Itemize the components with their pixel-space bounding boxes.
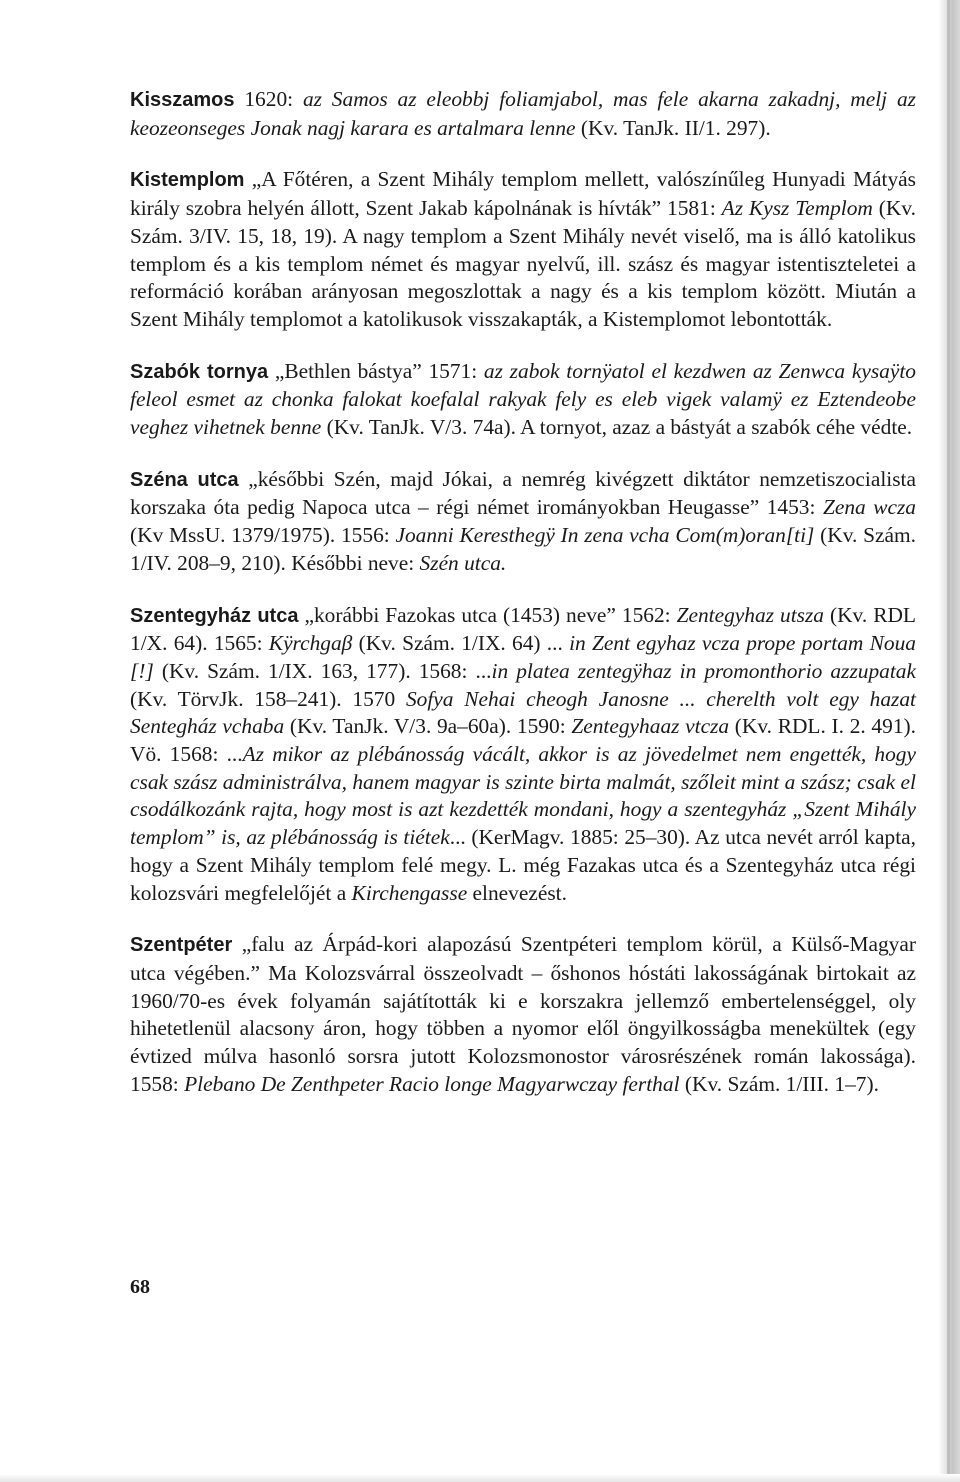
entry-quote: az zabok tornÿatol el kezdwen az Zenwca kysaÿto feleol esmet az chonka falokat koefalal rakyak fely es eleb vigek valamÿ ez Eztendeobe veghez vihetnek benne	[130, 358, 916, 440]
page-number: 68	[130, 1276, 150, 1298]
entry-quote: Az mikor az plébánosság vácált, akkor is az jövedelmet nem engették, hogy csak szász administrálva, hanem magyar is szinte birta malmát, szőleit mint a szász; csak el csodálkozánk rajta, hogy most is azt kezdették mondani, hogy a szentegyház „Szent Mihály templom” is, az plébánosság is tiétek	[130, 742, 916, 850]
entry-text: „A Főtéren, a Szent Mihály templom mellett, valószínűleg Hunyadi Mátyás király szobra helyén állott, Szent Jakab kápolnának is hívták” 1581:	[130, 167, 916, 221]
entry-text: „Bethlen bástya” 1571:	[268, 358, 484, 383]
entry-quote: Zentegyhaz utsza	[676, 602, 824, 627]
dictionary-text	[130, 86, 916, 1123]
entry-quote: Zena wcza	[822, 495, 916, 520]
entry-text: (Kv. TanJk. V/3. 9a–60a). 1590:	[284, 714, 572, 739]
entry-quote: Szén utca.	[419, 550, 507, 575]
entry-quote: az Samos az eleobbj foliamjabol, mas fele akarna zakadnj, melj az keozeonseges Jonak nagj karara es artalmara lenne	[130, 87, 916, 140]
entry-text: (Kv. Szám. 1/III. 1–7).	[679, 1071, 879, 1096]
entry-szabok-tornya	[130, 358, 916, 442]
entry-quote: Sofya Nehai cheogh Janosne ... cherelth volt egy hazat Sentegház vchaba	[130, 686, 916, 739]
entry-text: ... (KerMagv. 1885: 25–30). Az utca nevét arról kapta, hogy a Szent Mihály templom felé megy. L. még Fazakas utca és a Szentegyház utca régi kolozsvári megfelelőjét a	[130, 825, 917, 905]
entry-quote: Kirchengasse	[351, 880, 468, 905]
entry-text: (Kv MssU. 1379/1975). 1556:	[130, 523, 396, 548]
entry-text: „falu az Árpád-kori alapozású Szentpéteri templom körül, a Külső-Magyar utca végében.” Ma Kolozsvárral összeolvadt – őshonos hóstáti lakosságának birtokait az 1960/70-es évek folyamán sajátították ki e korszakra jellemző embertelenséggel, oly hihetetlenül alacsony áron, hogy többen a nyomor elől öngyilkosságba menekültek (egy évtized múlva hasonló sorsra jutott Kolozsmonostor városrészének román lakossága). 1558:	[130, 932, 916, 1096]
entry-szentpeter	[130, 931, 916, 1098]
entry-head: Kistemplom	[130, 169, 245, 192]
entry-text: „korábbi Fazokas utca (1453) neve” 1562:	[298, 602, 677, 627]
entry-text: (Kv. Szám. 3/IV. 15, 18, 19). A nagy templom a Szent Mihály nevét viselő, ma is álló katolikus templom és a kis templom német és magyar nyelvű, ill. szász és magyar istentiszteletei a reformáció korában arányosan megoszlottak a nagy és a kis templom között. Miután a Szent Mihály templomot a katolikusok visszakapták, a Kistemplomot lebontották.	[130, 196, 916, 331]
entry-text: (Kv. Szám. 1/IX. 163, 177). 1568: ...	[153, 658, 492, 683]
entry-text: (Kv. Szám. 1/IX. 64) ...	[352, 631, 570, 656]
entry-quote: in platea zentegÿhaz in promonthorio azzupatak	[491, 658, 916, 683]
entry-text: (Kv. RDL. I. 2. 491). Vö. 1568: ...	[130, 714, 916, 767]
entry-szena-utca	[130, 466, 916, 578]
entry-head: Szabók tornya	[130, 360, 269, 383]
entry-quote: Kÿrchgaβ	[268, 631, 353, 656]
entry-text: „későbbi Szén, majd Jókai, a nemrég kivégzett diktátor nemzetiszocialista korszaka óta pedig Napoca utca – régi német irományokban Heugasse” 1453:	[130, 466, 916, 520]
entry-quote: Plebano De Zenthpeter Racio longe Magyarwczay ferthal	[184, 1071, 680, 1096]
entry-text: (Kv. TörvJk. 158–241). 1570	[130, 686, 406, 711]
entry-head: Széna utca	[130, 468, 239, 491]
entry-text: (Kv. RDL 1/X. 64). 1565:	[130, 602, 916, 656]
entry-text: 1620:	[234, 87, 303, 111]
entry-quote: Zentegyhaaz vtcza	[571, 714, 730, 739]
entry-kisszamos	[130, 86, 916, 142]
entry-text: (Kv. TanJk. II/1. 297).	[575, 115, 771, 140]
entry-text: (Kv. Szám. 1/IV. 208–9, 210). Későbbi neve:	[130, 523, 916, 575]
entry-text: elnevezést.	[467, 880, 567, 905]
entry-head: Szentegyház utca	[130, 604, 299, 627]
entry-quote: Joanni Keresthegÿ In zena vcha Com(m)oran[ti]	[395, 523, 815, 548]
page-edge-line	[947, 0, 950, 1482]
entry-quote: in Zent egyhaz vcza prope portam Noua [!]	[130, 631, 916, 683]
entry-kistemplom	[130, 166, 916, 333]
entry-szentegyhaz-utca	[130, 602, 916, 908]
entry-head: Kisszamos	[130, 89, 235, 111]
entry-quote: Az Kysz Templom	[721, 196, 873, 221]
page-bottom-edge	[0, 1474, 960, 1482]
entry-text: (Kv. TanJk. V/3. 74a). A tornyot, azaz a bástyát a szabók céhe védte.	[321, 415, 913, 440]
entry-head: Szentpéter	[130, 934, 233, 957]
